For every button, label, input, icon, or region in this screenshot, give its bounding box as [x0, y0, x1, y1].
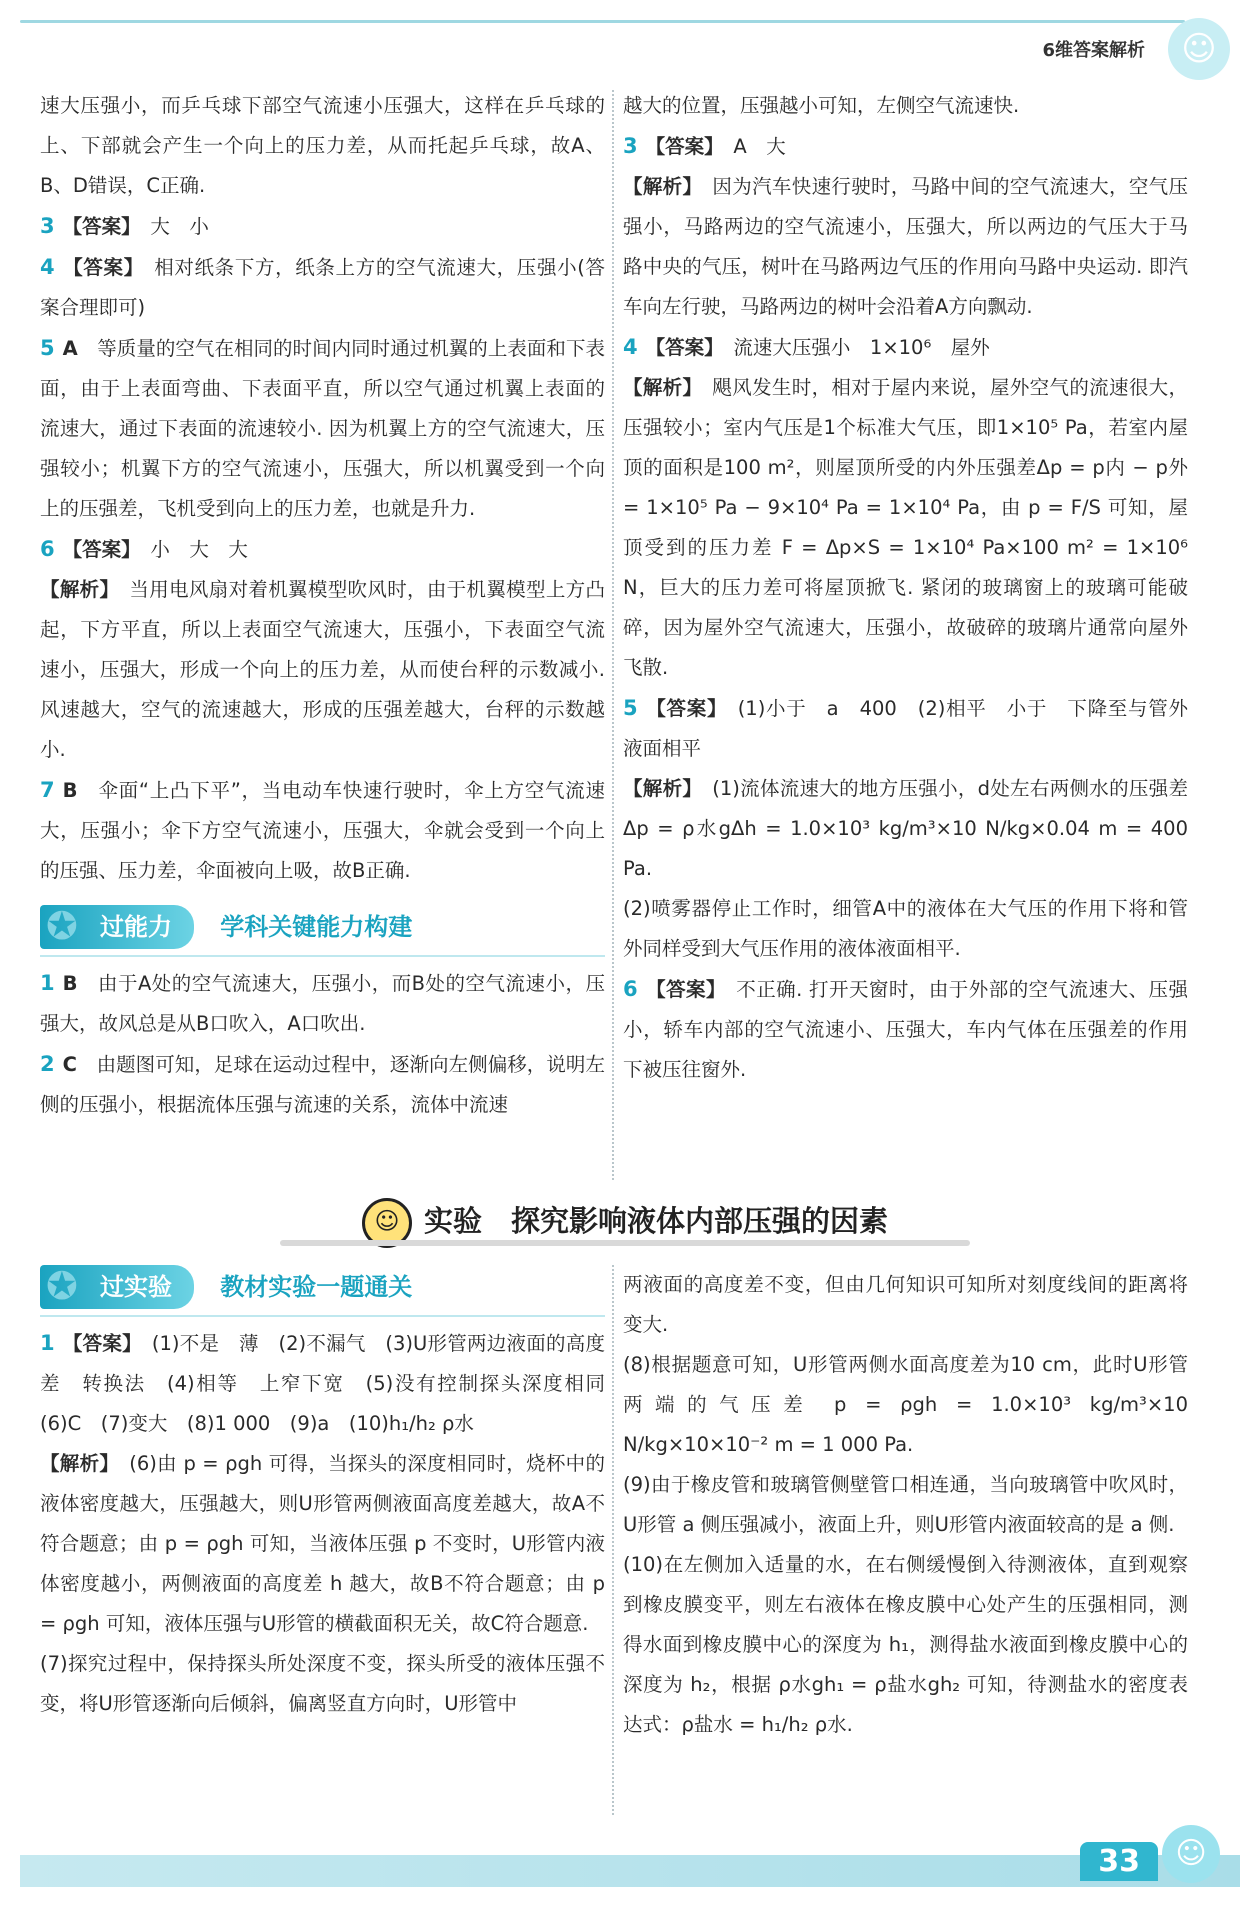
- answer-item: 1 【答案】 (1)不是 薄 (2)不漏气 (3)U形管两边液面的高度差 转换法 (4)相等 上窄下宽 (5)没有控制探头深度相同 (6)C (7)变大 (8)1 000 (9)a (10)h₁/h₂ ρ水: [40, 1331, 625, 1435]
- answer-item: 1 B 由于A处的空气流速大，压强小，而B处的空气流速小，压强大，故风总是从B口吹入，A口吹出.: [40, 971, 605, 1035]
- answer-item: 3 【答案】 A 大: [623, 134, 786, 158]
- section-badge: 过能力: [40, 905, 194, 949]
- experiment-title: ☺ 实验 探究影响液体内部压强的因素: [0, 1198, 1250, 1248]
- analysis-item: 【解析】 飓风发生时，相对于屋内来说，屋外空气的流速很大，压强较小；室内气压是1个标准大气压，即1×10⁵ Pa，若室内屋顶的面积是100 m²，则屋顶所受的内外压强差Δp = p内 − p外 = 1×10⁵ Pa − 9×10⁴ Pa = 1×10⁴ Pa，由 p = F/S 可知，屋顶受到的压力差 F = Δp×S = 1×10⁴ Pa×100 m² = 1×10⁶ N，巨大的压力差可将屋顶掀飞. 紧闭的玻璃窗上的玻璃可能破碎，因为屋外空气流速大，压强小，故破碎的玻璃片通常向屋外飞散.: [623, 376, 1188, 679]
- title-underline: [280, 1240, 970, 1246]
- column-divider: [612, 90, 614, 1180]
- section-header-experiment: [40, 1265, 605, 1313]
- analysis-item: 【解析】 因为汽车快速行驶时，马路中间的空气流速大，空气压强小，马路两边的空气流速小，压强大，所以两边的气压大于马路中央的气压，树叶在马路两边气压的作用向马路中央运动. 即汽车向左行驶，马路两边的树叶会沿着A方向飘动.: [623, 175, 1188, 318]
- analysis-item: 【解析】 (1)流体流速大的地方压强小，d处左右两侧水的压强差 Δp = ρ水gΔh = 1.0×10³ kg/m³×10 N/kg×0.04 m = 400 Pa.: [623, 777, 1188, 880]
- paragraph: (2)喷雾器停止工作时，细管A中的液体在大气压的作用下将和管外同样受到大气压作用的液体液面相平.: [623, 897, 1188, 960]
- mascot-icon: ☺: [1168, 18, 1230, 80]
- right-column-experiment: [623, 1265, 1188, 1745]
- star-icon: ✪: [46, 904, 78, 948]
- mascot-icon: ☺: [1162, 1825, 1220, 1883]
- answer-item: 6 【答案】 不正确. 打开天窗时，由于外部的空气流速大、压强小，轿车内部的空气流速小、压强大，车内气体在压强差的作用下被压往窗外.: [623, 977, 1188, 1081]
- answer-item: 7 B 伞面“上凸下平”，当电动车快速行驶时，伞上方空气流速大，压强小；伞下方空气流速小，压强大，伞就会受到一个向上的压强、压力差，伞面被向上吸，故B正确.: [40, 778, 605, 882]
- answer-item: 5 【答案】 (1)小于 a 400 (2)相平 小于 下降至与管外液面相平: [623, 696, 1188, 760]
- section-subtitle: 教材实验一题通关: [220, 1273, 413, 1301]
- answer-item: 3 【答案】 大 小: [40, 214, 209, 238]
- top-rule: [20, 20, 1185, 23]
- answer-item: 2 C 由题图可知，足球在运动过程中，逐渐向左侧偏移，说明左侧的压强小，根据流体压强与流速的关系，流体中流速: [40, 1052, 605, 1116]
- answer-item: 5 A 等质量的空气在相同的时间内同时通过机翼的上表面和下表面，由于上表面弯曲、下表面平直，所以空气通过机翼上表面的流速大，通过下表面的流速较小. 因为机翼上方的空气流速大，压强较小；机翼下方的空气流速小，压强大，所以机翼受到一个向上的压强差，飞机受到向上的压力差，也就是升力.: [40, 336, 605, 520]
- section-subtitle: 学科关键能力构建: [220, 913, 413, 941]
- smiley-star-icon: ☺: [362, 1198, 412, 1248]
- page-number: 33: [1080, 1842, 1158, 1881]
- answer-item: 4 【答案】 相对纸条下方，纸条上方的空气流速大，压强小(答案合理即可): [40, 255, 605, 319]
- right-column: [623, 86, 1188, 1090]
- star-icon: ✪: [46, 1264, 78, 1308]
- paragraph: (9)由于橡皮管和玻璃管侧壁管口相连通，当向玻璃管中吹风时，U形管 a 侧压强减小，液面上升，则U形管内液面较高的是 a 侧.: [623, 1473, 1188, 1536]
- paragraph: (8)根据题意可知，U形管两侧水面高度差为10 cm，此时U形管两端的气压差 p = ρgh = 1.0×10³ kg/m³×10 N/kg×10×10⁻² m = 1 000 Pa.: [623, 1353, 1188, 1456]
- paragraph: (10)在左侧加入适量的水，在右侧缓慢倒入待测液体，直到观察到橡皮膜变平，则左右液体在橡皮膜中心处产生的压强相同，测得水面到橡皮膜中心的深度为 h₁，测得盐水液面到橡皮膜中心的深度为 h₂，根据 ρ水gh₁ = ρ盐水gh₂ 可知，待测盐水的密度表达式：ρ盐水 = h₁/h₂ ρ水.: [623, 1553, 1188, 1736]
- section-header-ability: [40, 905, 605, 953]
- paragraph: 两液面的高度差不变，但由几何知识可知所对刻度线间的距离将变大.: [623, 1273, 1188, 1336]
- answer-item: 4 【答案】 流速大压强小 1×10⁶ 屋外: [623, 335, 990, 359]
- analysis-item: 【解析】 (6)由 p = ρgh 可得，当探头的深度相同时，烧杯中的液体密度越大，压强越大，则U形管两侧液面高度差越大，故A不符合题意；由 p = ρgh 可知，当液体压强 p 不变时，U形管内液体密度越小，两侧液面的高度差 h 越大，故B不符合题意；由 p = ρgh 可知，液体压强与U形管的横截面积无关，故C符合题意.: [40, 1452, 605, 1635]
- paragraph: 速大压强小，而乒乓球下部空气流速小压强大，这样在乒乓球的上、下部就会产生一个向上的压力差，从而托起乒乓球，故A、B、D错误，C正确.: [40, 94, 605, 197]
- analysis-item: 【解析】 当用电风扇对着机翼模型吹风时，由于机翼模型上方凸起，下方平直，所以上表面空气流速大，压强小，下表面空气流速小，压强大，形成一个向上的压力差，从而使台秤的示数减小. 风速越大，空气的流速越大，形成的压强差越大，台秤的示数越小.: [40, 578, 605, 761]
- header-title: 6维答案解析: [1042, 40, 1145, 61]
- left-column: [40, 86, 605, 1125]
- left-column-experiment: [40, 1264, 625, 1724]
- answer-item: 6 【答案】 小 大 大: [40, 537, 248, 561]
- paragraph: (7)探究过程中，保持探头所处深度不变，探头所受的液体压强不变，将U形管逐渐向后倾斜，偏离竖直方向时，U形管中: [40, 1652, 605, 1715]
- paragraph: 越大的位置，压强越小可知，左侧空气流速快.: [623, 94, 1020, 117]
- footer-band: [20, 1855, 1240, 1887]
- section-badge: 过实验: [40, 1265, 194, 1309]
- column-divider: [612, 1265, 614, 1815]
